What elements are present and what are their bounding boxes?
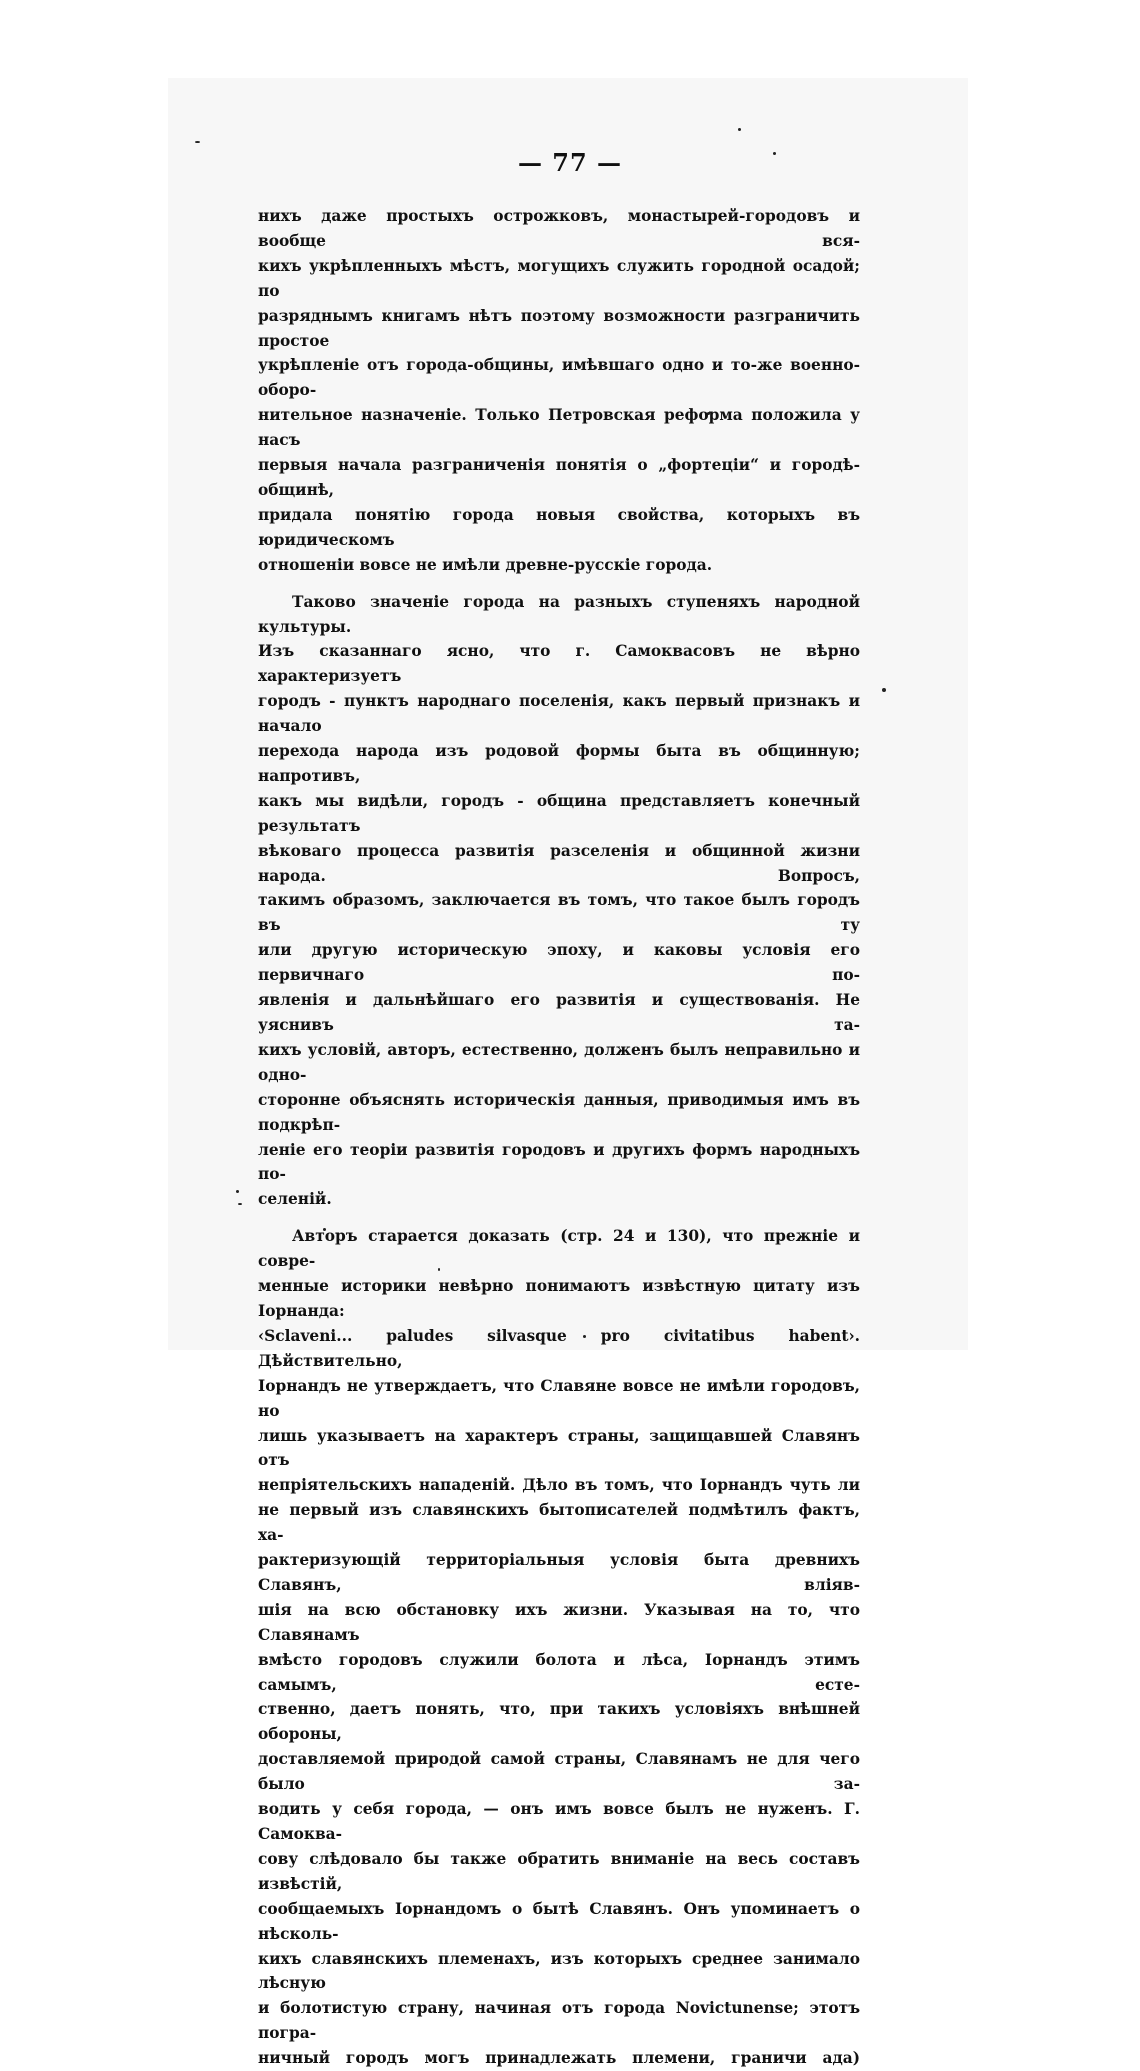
text-line: сообщаемыхъ Іорнандомъ о бытѣ Славянъ. Онъ упоминаетъ о нѣсколь- — [258, 1899, 860, 1943]
text-line: кихъ условій, авторъ, естественно, долженъ былъ неправильно и одно- — [258, 1040, 860, 1084]
text-line: и болотистую страну, начиная отъ города Novictunense; этотъ погра- — [258, 1999, 860, 2043]
scan-speck — [738, 128, 741, 131]
scan-speck — [236, 1190, 239, 1193]
text-line: Изъ сказаннаго ясно, что г. Самоквасовъ не вѣрно характеризуетъ — [258, 642, 860, 686]
text-line: нительное назначеніе. Только Петровская реформа положила у насъ — [258, 406, 860, 450]
text-line: шія на всю обстановку ихъ жизни. Указывая на то, что Славянамъ — [258, 1600, 860, 1644]
text-line: такимъ образомъ, заключается въ томъ, что такое былъ городъ въ ту — [258, 891, 860, 935]
text-line: ничный городъ могъ принадлежать племени, граничи ада) — [258, 2049, 860, 2068]
text-line: перехода народа изъ родовой формы быта въ общинную; напротивъ, — [258, 742, 860, 785]
scan-speck — [195, 141, 200, 143]
text-line: Таково значеніе города на разныхъ ступеняхъ народной культуры. — [258, 592, 860, 636]
text-line: сторонне объяснять историческія данныя, приводимыя имъ въ подкрѣп- — [258, 1090, 860, 1134]
text-line: или другую историческую эпоху, и каковы условія его первичнаго по- — [258, 941, 860, 985]
text-line: кихъ укрѣпленныхъ мѣстъ, могущихъ служить городной осадой; по — [258, 256, 860, 300]
text-line: разряднымъ книгамъ нѣтъ поэтому возможности разграничить простое — [258, 306, 860, 350]
text-line: не первый изъ славянскихъ бытописателей подмѣтилъ фактъ, ха- — [258, 1501, 860, 1545]
text-line: кихъ славянскихъ племенахъ, изъ которыхъ среднее занимало лѣсную — [258, 1949, 860, 1993]
text-line: отношеніи вовсе не имѣли древне-русскіе города. — [258, 555, 713, 574]
text-line: первыя начала разграниченія понятія о „фортеціи“ и городѣ-общинѣ, — [258, 456, 860, 499]
text-line: менные историки невѣрно понимаютъ извѣстную цитату изъ Іорнанда: — [258, 1277, 860, 1320]
text-line: ственно, даетъ понять, что, при такихъ условіяхъ внѣшней обороны, — [258, 1700, 860, 1744]
text-line: городъ - пунктъ народнаго поселенія, какъ первый признакъ и начало — [258, 692, 860, 736]
text-line: вмѣсто городовъ служили болота и лѣса, Іорнандъ этимъ самымъ, есте- — [258, 1650, 860, 1694]
text-line: доставляемой природой самой страны, Славянамъ не для чего было за- — [258, 1750, 860, 1794]
torn-text-gap — [714, 1170, 818, 1210]
text-line: лишь указываетъ на характеръ страны, защищавшей Славянъ отъ — [258, 1426, 860, 1470]
paragraph-1 — [258, 204, 860, 578]
text-line: придала понятію города новыя свойства, которыхъ въ юридическомъ — [258, 505, 860, 549]
text-line: Авторъ старается доказать (стр. 24 и 130), что прежніе и совре- — [258, 1227, 860, 1271]
text-line: ‹Sclaveni... paludes silvasque pro civitatibus habent›. Дѣйствительно, — [258, 1326, 860, 1370]
scan-speck — [882, 688, 886, 692]
text-line: водить у себя города, — онъ имъ вовсе былъ не нуженъ. Г. Самоква- — [258, 1800, 860, 1843]
text-line: явленія и дальнѣйшаго его развитія и существованія. Не уяснивъ та- — [258, 991, 860, 1034]
text-line: селеній. — [258, 1190, 332, 1209]
body-text — [258, 204, 860, 2071]
text-line: вѣковаго процесса развитія разселенія и общинной жизни народа. Вопросъ, — [258, 841, 860, 885]
paragraph-3 — [258, 1224, 860, 2071]
text-line: рактеризующій территоріальныя условія быта древнихъ Славянъ, вліяв- — [258, 1551, 860, 1594]
text-line: леніе его теоріи развитія городовъ и другихъ формъ народныхъ по- — [258, 1140, 860, 1184]
text-line: непріятельскихъ нападеній. Дѣло въ томъ, что Іорнандъ чуть ли — [258, 1476, 860, 1495]
paragraph-2 — [258, 590, 860, 1213]
text-line: укрѣпленіе отъ города-общины, имѣвшаго одно и то-же военно-оборо- — [258, 356, 860, 400]
text-line: сову слѣдовало бы также обратить вниманіе на весь составъ извѣстій, — [258, 1849, 860, 1893]
page-number: — 77 — — [517, 148, 623, 177]
text-line: Іорнандъ не утверждаетъ, что Славяне вовсе не имѣли городовъ, но — [258, 1376, 860, 1420]
text-line: какъ мы видѣли, городъ - община представляетъ конечный результатъ — [258, 791, 860, 835]
text-line: нихъ даже простыхъ острожковъ, монастырей-городовъ и вообще вся- — [258, 207, 860, 250]
scan-speck — [238, 1203, 242, 1205]
